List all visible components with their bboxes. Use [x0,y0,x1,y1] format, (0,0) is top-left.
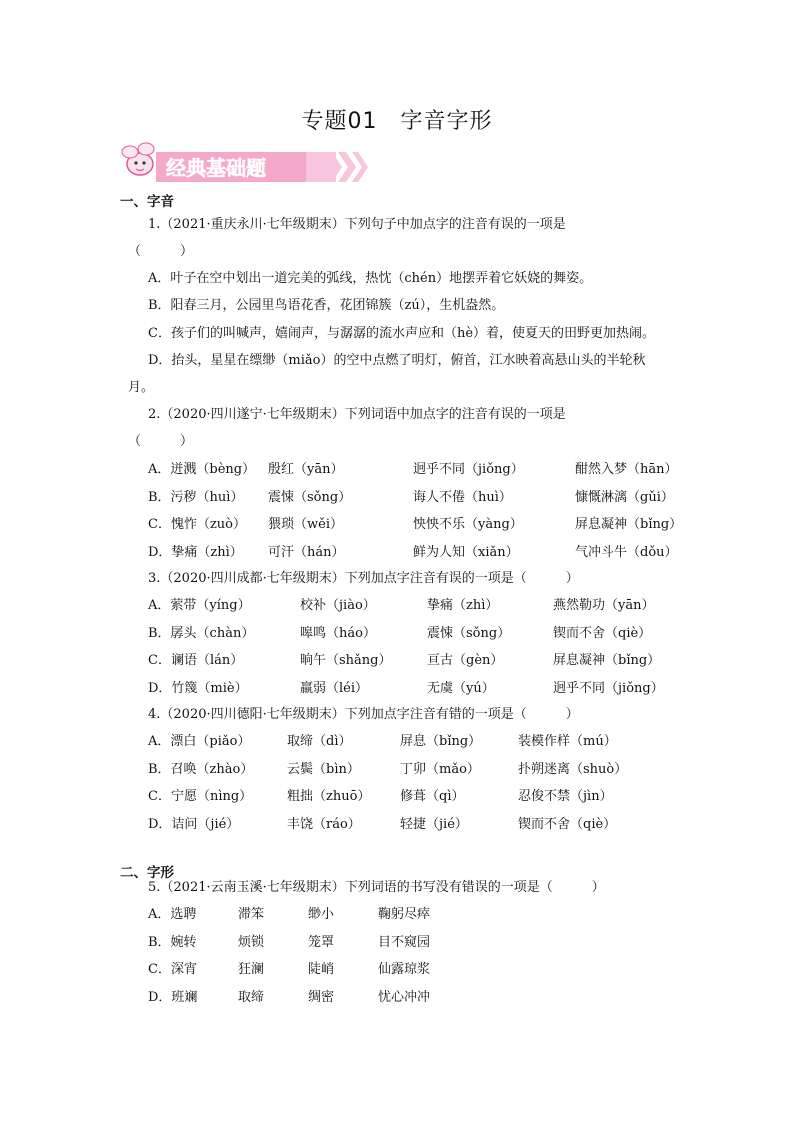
option-b-item-3: 震悚（sǒng） [427,625,511,641]
option-d-item-2: 丰饶（ráo） [287,816,361,832]
option-b-item-1: B．污秽（huì） [148,489,244,505]
option-a-item-4: 装模作样（mú） [518,734,617,749]
option-a-item-4: 鞠躬尽瘁 [378,907,431,922]
option-d: D．抬头，星星在缥缈（miǎo）的空中点燃了明灯，俯首，江水映着高悬山头的半轮秋 [148,353,646,368]
option-a-item-4: 燕然勒功（yān） [553,598,655,613]
question-stem: 1.（2021·重庆永川·七年级期末）下列句子中加点字的注音有误的一项是 [148,217,566,232]
option-c-item-4: 仙露琼浆 [378,962,431,977]
answer-blank: （ ） [128,244,194,259]
option-c-item-4: 屏息凝神（bǐng） [575,517,683,532]
option-c-item-1: C．愧怍（zuò） [148,517,246,532]
option-c-item-3: 修葺（qì） [400,789,465,804]
question-stem: 5.（2021·云南玉溪·七年级期末）下列词语的书写没有错误的一项是（ ） [148,880,605,895]
option-d-item-4: 迥乎不同（jiǒng） [553,680,664,696]
option-d-item-1: D．班斓 [148,989,198,1005]
section-heading: 一、字音 [120,194,174,210]
option-d-item-2: 可汗（hán） [268,544,345,560]
option-a-item-2: 取缔（dì） [287,734,352,749]
section-banner [118,138,378,188]
option-b-item-2: 震悚（sǒng） [268,489,352,505]
option-b-item-3: 笼罩 [308,934,335,950]
option-a-item-1: A．漂白（piǎo） [148,734,251,749]
option-b-item-4: 慷慨淋漓（gǔi） [575,489,674,505]
option-b-item-2: 云鬓（bìn） [287,761,360,777]
option-b-item-1: B．婉转 [148,934,197,950]
option-b-item-4: 目不窥园 [378,934,431,950]
option-b-item-2: 烦锁 [238,934,265,950]
option-a-item-3: 挚痛（zhì） [427,598,499,613]
option-b-item-3: 诲人不倦（huì） [413,489,512,505]
option-c-item-1: C．谰语（lán） [148,653,244,668]
option-b-item-1: B．孱头（chàn） [148,625,255,641]
option-c-item-2: 狂澜 [238,962,265,977]
option-a-item-2: 殷红（yān） [268,462,344,477]
question-stem: 3.（2020·四川成都·七年级期末）下列加点字注音有误的一项是（ ） [148,571,579,586]
option-c-item-4: 忍俊不禁（jìn） [518,789,613,804]
option-a-item-3: 缈小 [308,907,335,922]
option-b-item-1: B．召唤（zhào） [148,761,254,777]
option-b-item-4: 锲而不舍（qiè） [553,625,652,641]
question-stem: 4.（2020·四川德阳·七年级期末）下列加点字注音有错的一项是（ ） [148,707,579,722]
option-c-item-1: C．宁愿（nìng） [148,789,253,804]
option-d-continued: 月。 [128,380,155,395]
option-d-item-2: 羸弱（léi） [300,680,369,696]
option-d-item-1: D．竹篾（miè） [148,680,248,696]
option-a-item-4: 酣然入梦（hān） [575,462,678,477]
option-c-item-2: 猥琐（wěi） [268,517,343,532]
option-c-item-3: 陡峭 [308,962,335,977]
option-c-item-1: C．深宵 [148,962,197,977]
answer-blank: （ ） [128,434,194,449]
option-c: C．孩子们的叫喊声，嬉闹声，与潺潺的流水声应和（hè）着，使夏天的田野更加热闹。 [148,326,656,341]
option-d-item-3: 轻捷（jié） [400,816,468,832]
option-b-item-3: 丁卯（mǎo） [400,761,480,777]
option-d-item-4: 锲而不舍（qiè） [518,816,617,832]
option-d-item-3: 无虞（yú） [427,680,495,696]
question-stem: 2.（2020·四川遂宁·七年级期末）下列词语中加点字的注音有误的一项是 [148,407,566,422]
option-d-item-1: D．挚痛（zhì） [148,544,243,560]
option-d-item-3: 鲜为人知（xiǎn） [413,544,519,560]
option-a-item-2: 滞笨 [238,907,265,922]
option-d-item-4: 忧心冲冲 [378,989,431,1005]
option-c-item-2: 粗拙（zhuō） [287,789,371,804]
option-a-item-1: A．选聘 [148,907,197,922]
option-b: B．阳春三月，公园里鸟语花香，花团锦簇（zú），生机盎然。 [148,298,505,313]
option-c-item-3: 怏怏不乐（yàng） [413,517,523,532]
option-a-item-2: 校补（jiào） [300,598,376,613]
option-a: A．叶子在空中划出一道完美的弧线，热忱（chén）地摆弄着它妖娆的舞姿。 [148,271,593,286]
option-a-item-1: A．萦带（yíng） [148,598,251,613]
option-a-item-3: 迥乎不同（jiǒng） [413,462,524,477]
bee-icon [122,143,154,175]
option-c-item-3: 亘古（gèn） [427,653,504,668]
option-d-item-4: 气冲斗牛（dǒu） [575,544,678,560]
option-c-item-4: 屏息凝神（bǐng） [553,653,661,668]
option-b-item-4: 扑朔迷离（shuò） [518,761,628,777]
page-title: 专题01 字音字形 [301,109,493,134]
section-heading: 二、字形 [120,865,174,881]
option-d-item-1: D．诘问（jié） [148,816,240,832]
option-a-item-1: A．迸溅（bèng） [148,462,256,477]
option-d-item-2: 取缔 [238,989,265,1005]
option-c-item-2: 晌午（shǎng） [300,653,392,668]
option-d-item-3: 绸密 [308,989,335,1005]
option-a-item-3: 屏息（bǐng） [400,734,482,749]
banner-text: 经典基础题 [166,156,266,180]
option-b-item-2: 嗥鸣（háo） [300,625,376,641]
